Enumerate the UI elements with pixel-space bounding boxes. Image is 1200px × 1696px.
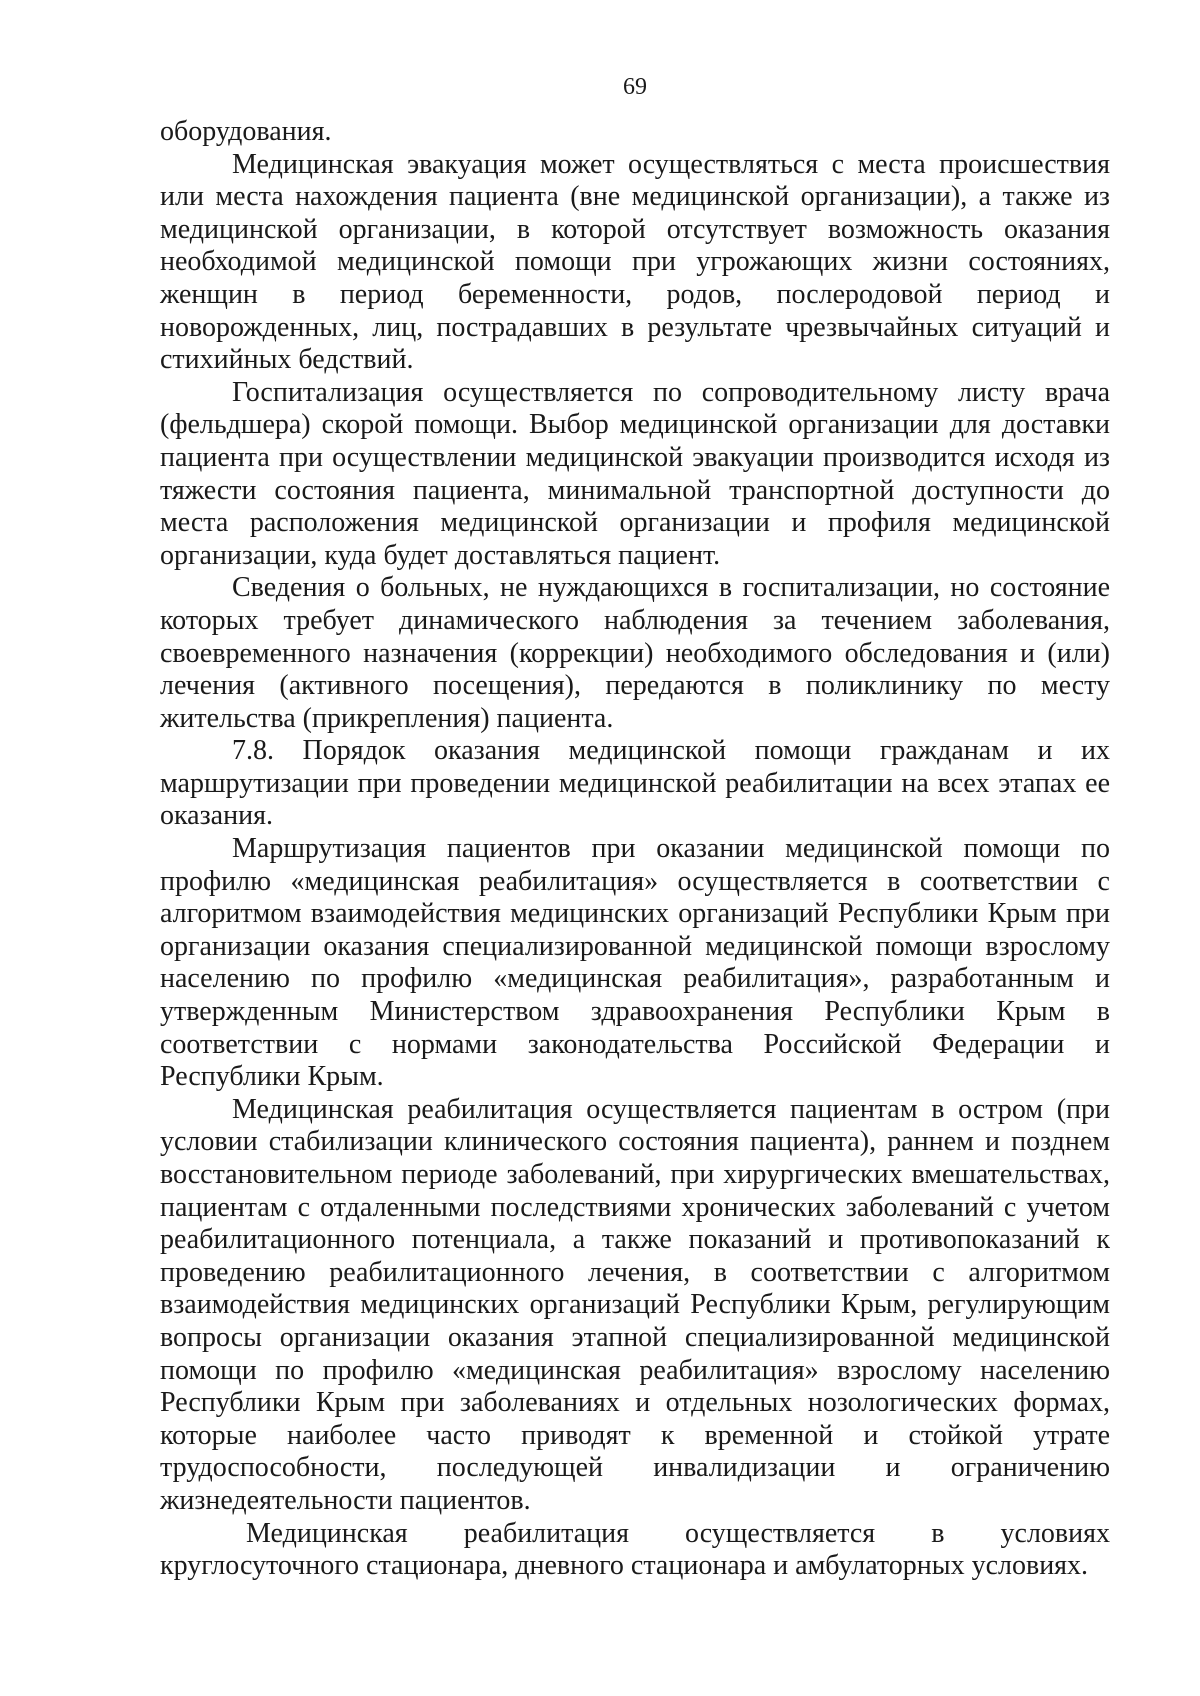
paragraph-rehabilitation-patients: Медицинская реабилитация осуществляется пациентам в остром (при условии стабилизации клинического состояния пациента), раннем и позднем восстановительном периоде заболеваний, при хирургических вмешательствах, пациентам с отдаленными последствиями хронических заболеваний с учетом реабилитационного потенциала, а также показаний и противопоказаний к проведению реабилитационного лечения, в соответствии с алгоритмом взаимодействия медицинских организаций Республики Крым, регулирующим вопросы организации оказания этапной специализированной медицинской помощи по профилю «медицинская реабилитация» взрослому населению Республики Крым при заболеваниях и отдельных нозологических формах, которые наиболее часто приводят к временной и стойкой утрате трудоспособности, последующей инвалидизации и ограничению жизнедеятельности пациентов. <box>160 1093 1110 1516</box>
paragraph-medical-evacuation: Медицинская эвакуация может осуществляться с места происшествия или места нахождения пациента (вне медицинской организации), а также из медицинской организации, в которой отсутствует возможность оказания необходимой медицинской помощи при угрожающих жизни состояниях, женщин в период беременности, родов, послеродовой период и новорожденных, лиц, пострадавших в результате чрезвычайных ситуаций и стихийных бедствий. <box>160 148 1110 376</box>
paragraph-hospitalization: Госпитализация осуществляется по сопроводительному листу врача (фельдшера) скорой помощи. Выбор медицинской организации для доставки пациента при осуществлении медицинской эвакуации производится исходя из тяжести состояния пациента, минимальной транспортной доступности до места расположения медицинской организации и профиля медицинской организации, куда будет доставляться пациент. <box>160 376 1110 571</box>
paragraph-outpatient-info: Сведения о больных, не нуждающихся в госпитализации, но состояние которых требует динамического наблюдения за течением заболевания, своевременного назначения (коррекции) необходимого обследования и (или) лечения (активного посещения), передаются в поликлинику по месту жительства (прикрепления) пациента. <box>160 572 1110 734</box>
paragraph-rehabilitation-conditions: Медицинская реабилитация осуществляется в условиях круглосуточного стационара, дневного стационара и амбулаторных условиях. <box>160 1517 1110 1582</box>
page-number: 69 <box>623 74 647 100</box>
section-heading-7-8: 7.8. Порядок оказания медицинской помощи гражданам и их маршрутизации при проведении медицинской реабилитации на всех этапах ее оказания. <box>160 735 1110 832</box>
paragraph-continuation: оборудования. <box>160 116 332 147</box>
document-body <box>160 116 1110 1583</box>
paragraph-rehabilitation-routing: Маршрутизация пациентов при оказании медицинской помощи по профилю «медицинская реабилитация» осуществляется в соответствии с алгоритмом взаимодействия медицинских организаций Республики Крым при организации оказания специализированной медицинской помощи взрослому населению по профилю «медицинская реабилитация», разработанным и утвержденным Министерством здравоохранения Республики Крым в соответствии с нормами законодательства Российской Федерации и Республики Крым. <box>160 833 1110 1093</box>
